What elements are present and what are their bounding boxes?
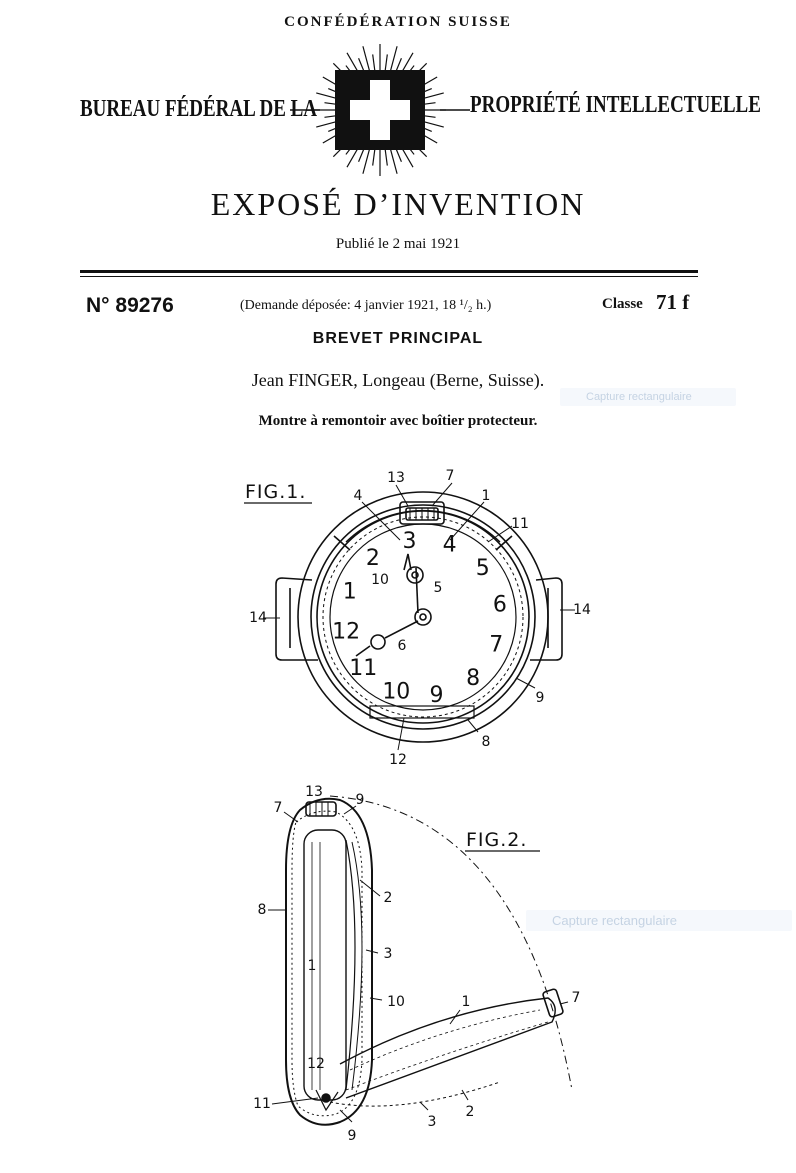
dial-numeral: 11 xyxy=(349,656,378,682)
dial-numeral: 12 xyxy=(332,619,361,645)
fig2-callout: 1 xyxy=(461,994,471,1010)
fig2-callout: 1 xyxy=(307,958,317,974)
fig2-callout: 9 xyxy=(355,792,365,808)
fig2-callout: 2 xyxy=(383,890,393,906)
dial-numeral: 4 xyxy=(442,532,457,558)
dial-numeral: 6 xyxy=(492,592,507,618)
fig1-callout: 10 xyxy=(371,572,389,588)
fig1-label: FIG.1. xyxy=(245,481,307,503)
classe-value: 71 f xyxy=(656,290,690,314)
figure-2 xyxy=(253,784,580,1144)
publication-date: Publié le 2 mai 1921 xyxy=(335,236,461,252)
fig2-callout: 2 xyxy=(465,1104,475,1120)
dial-numeral: 5 xyxy=(475,555,490,581)
fig2-callout: 3 xyxy=(427,1114,437,1130)
fig2-callout: 3 xyxy=(383,946,393,962)
emblem-ray xyxy=(390,46,397,73)
fig2-callout: 13 xyxy=(305,784,323,800)
fig1-callout: 7 xyxy=(445,468,455,484)
patent-type: BREVET PRINCIPAL xyxy=(312,330,484,347)
fig1-callout: 12 xyxy=(389,752,407,768)
emblem-ray xyxy=(385,54,387,72)
swiss-cross-emblem xyxy=(290,40,470,180)
fig1-callout: 13 xyxy=(387,470,405,486)
fig1-callout: 9 xyxy=(535,690,545,706)
fig1-callout: 6 xyxy=(397,638,407,654)
fig2-callout: 11 xyxy=(253,1096,271,1112)
confederation-heading: CONFÉDÉRATION SUISSE xyxy=(284,14,512,30)
capture-watermark: Capture rectangulaire xyxy=(560,388,736,406)
fig1-callout: 8 xyxy=(481,734,491,750)
invention-title: Montre à remontoir avec boîtier protecteur. xyxy=(258,413,538,429)
emblem-ray xyxy=(363,147,370,174)
capture-watermark-2: Capture rectangulaire xyxy=(526,910,792,931)
bureau-heading-right: PROPRIÉTÉ INTELLECTUELLE xyxy=(470,92,761,119)
divider-thin xyxy=(80,276,698,277)
dial-numeral: 1 xyxy=(342,579,357,605)
emblem-ray xyxy=(373,54,375,72)
emblem-ray xyxy=(385,148,387,166)
inventor-line: Jean FINGER, Longeau (Berne, Suisse). xyxy=(251,370,545,390)
classe-label: Classe xyxy=(602,296,643,312)
fig2-callout: 7 xyxy=(273,800,283,816)
patent-number: N° 89276 xyxy=(86,294,174,317)
fig1-callout: 14 xyxy=(573,602,591,618)
fig2-callout: 9 xyxy=(347,1128,357,1144)
patent-drawings xyxy=(0,450,796,1173)
fig1-callout: 5 xyxy=(433,580,443,596)
fig2-callout: 12 xyxy=(307,1056,325,1072)
page-title: EXPOSÉ D’INVENTION xyxy=(210,186,586,222)
dial-numeral: 3 xyxy=(402,529,417,555)
dial-numeral: 9 xyxy=(429,682,444,708)
dial-numeral: 2 xyxy=(365,546,380,572)
emblem-ray xyxy=(390,147,397,174)
fig2-callout: 8 xyxy=(257,902,267,918)
divider-thick xyxy=(80,270,698,273)
fig1-callout: 1 xyxy=(481,488,491,504)
fig2-callout: 10 xyxy=(387,994,405,1010)
figure-1 xyxy=(244,468,591,768)
fig1-callout: 11 xyxy=(511,516,529,532)
fig1-callout: 14 xyxy=(249,610,267,626)
fig1-callout: 4 xyxy=(353,488,363,504)
fig1-dial-numerals xyxy=(332,529,507,708)
bureau-heading-left: BUREAU FÉDÉRAL DE LA xyxy=(80,96,318,123)
emblem-ray xyxy=(363,46,370,73)
emblem-ray xyxy=(373,148,375,166)
dial-numeral: 10 xyxy=(382,679,411,705)
filing-info: (Demande déposée: 4 janvier 1921, 18 ¹/₂ h.) xyxy=(240,298,492,313)
fig2-callout: 7 xyxy=(571,990,581,1006)
dial-numeral: 7 xyxy=(489,632,504,658)
dial-numeral: 8 xyxy=(466,665,481,691)
fig2-label: FIG.2. xyxy=(466,829,528,851)
